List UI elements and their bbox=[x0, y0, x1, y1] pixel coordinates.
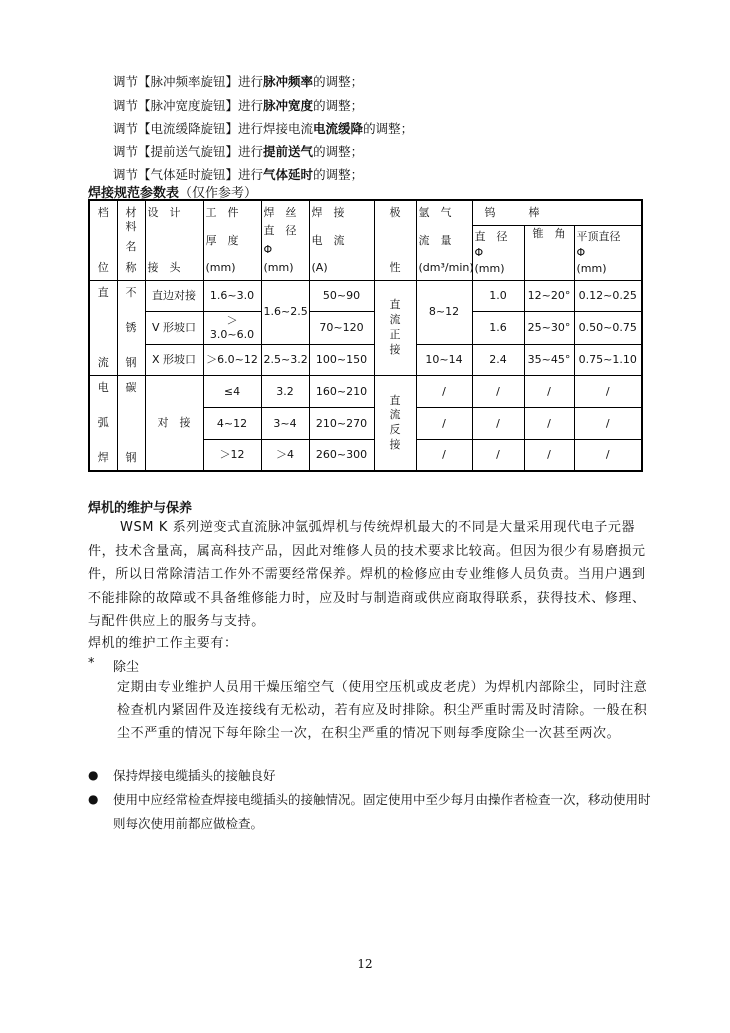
cell-tungsten-diameter: / bbox=[472, 376, 524, 408]
dust-text: 定期由专业维护人员用干燥压缩空气（使用空压机或皮老虎）为焊机内部除尘，同时注意检查机内紧固件及连接线有无松动，若有应及时排除。积尘严重时需及时清除。一般在积尘不严重的情况下每年除尘一次，在积尘严重的情况下则每季度除尘一次甚至两次。 bbox=[117, 680, 648, 741]
table-row bbox=[89, 280, 642, 312]
bullet-dot-icon: ● bbox=[88, 792, 99, 806]
table-row bbox=[89, 312, 642, 344]
cell-tungsten-diameter: / bbox=[472, 408, 524, 440]
header-tungsten: 钨 棒 bbox=[472, 200, 642, 225]
cell-tungsten-angle: 25~30° bbox=[524, 312, 574, 344]
cell-thickness: 1.6~3.0 bbox=[203, 280, 261, 312]
cell-current: 100~150 bbox=[309, 344, 374, 376]
cell-joint: X 形坡口 bbox=[145, 344, 203, 376]
cell-wire: 3.2 bbox=[261, 376, 309, 408]
cell-thickness: ≤4 bbox=[203, 376, 261, 408]
cell-current: 70~120 bbox=[309, 312, 374, 344]
adjust-line-pulse-width: 调节【脉冲宽度旋钮】进行脉冲宽度的调整； bbox=[113, 98, 364, 113]
cell-wire: ＞4 bbox=[261, 439, 309, 471]
cell-position-arc: 电 弧 焊 bbox=[89, 376, 117, 471]
header-tungsten-angle: 锥 角 bbox=[524, 225, 574, 280]
cell-tungsten-diameter: / bbox=[472, 439, 524, 471]
cell-current: 160~210 bbox=[309, 376, 374, 408]
cell-material-carbon: 碳 钢 bbox=[117, 376, 145, 471]
adjust-line-pulse-frequency: 调节【脉冲频率旋钮】进行脉冲频率的调整； bbox=[113, 74, 364, 89]
adjust-line-pre-flow: 调节【提前送气旋钮】进行提前送气的调整； bbox=[113, 144, 364, 159]
header-argon-flow: 氩 气 流 量 (dm³/min) bbox=[416, 200, 472, 280]
header-tungsten-diameter: 直 径 Φ (mm) bbox=[472, 225, 524, 280]
dust-title: 除尘 bbox=[113, 660, 140, 675]
cell-tungsten-flat: / bbox=[574, 376, 642, 408]
header-wire-diameter: 焊 丝 直 径 Φ (mm) bbox=[261, 200, 309, 280]
cell-polarity-straight: 直流正接 bbox=[374, 280, 416, 376]
cell-tungsten-flat: / bbox=[574, 408, 642, 440]
cell-tungsten-angle: / bbox=[524, 408, 574, 440]
cell-argon: / bbox=[416, 376, 472, 408]
header-current: 焊 接 电 流 (A) bbox=[309, 200, 374, 280]
adjust-line-current-slope: 调节【电流缓降旋钮】进行焊接电流电流缓降的调整； bbox=[113, 121, 414, 136]
table-title: 焊接规范参数表（仅作参考） bbox=[88, 186, 258, 201]
cell-argon: 8~12 bbox=[416, 280, 472, 344]
cell-tungsten-diameter: 2.4 bbox=[472, 344, 524, 376]
cell-tungsten-diameter: 1.0 bbox=[472, 280, 524, 312]
cell-tungsten-flat: 0.75~1.10 bbox=[574, 344, 642, 376]
welding-parameter-table bbox=[88, 199, 643, 472]
maintenance-title: 焊机的维护与保养 bbox=[88, 501, 193, 516]
cell-thickness: 4~12 bbox=[203, 408, 261, 440]
cell-joint: V 形坡口 bbox=[145, 312, 203, 344]
cell-tungsten-angle: / bbox=[524, 439, 574, 471]
cell-wire: 1.6~2.5 bbox=[261, 280, 309, 344]
table-row bbox=[89, 376, 642, 408]
cell-tungsten-flat: / bbox=[574, 439, 642, 471]
bullet-cable-contact: 保持焊接电缆插头的接触良好 bbox=[113, 768, 276, 783]
maintenance-list-label: 焊机的维护工作主要有： bbox=[88, 636, 238, 651]
cell-joint: 直边对接 bbox=[145, 280, 203, 312]
header-tungsten-flat: 平顶直径 Φ (mm) bbox=[574, 225, 642, 280]
dust-marker: * bbox=[88, 656, 95, 671]
cell-tungsten-angle: 35~45° bbox=[524, 344, 574, 376]
maintenance-intro: WSM K 系列逆变式直流脉冲氩弧焊机与传统焊机最大的不同是大量采用现代电子元器件，技术含量高，属高科技产品，因此对维修人员的技术要求比较高。但因为很少有易磨损元件，所以日常除清洁工作外不需要经常保养。焊机的检修应由专业维修人员负责。当用户遇到不能排除的故障或不具备维修能力时，应及时与制造商或供应商取得联系，获得技术、修理、与配件供应上的服务与支持。 bbox=[88, 520, 646, 629]
cell-current: 50~90 bbox=[309, 280, 374, 312]
header-material: 材 料 名 称 bbox=[117, 200, 145, 280]
header-joint: 设 计 接 头 bbox=[145, 200, 203, 280]
cell-joint-butt: 对 接 bbox=[145, 376, 203, 471]
cell-tungsten-flat: 0.12~0.25 bbox=[574, 280, 642, 312]
cell-thickness: ＞6.0~12 bbox=[203, 344, 261, 376]
header-position: 档 位 bbox=[89, 200, 117, 280]
cell-position-dc: 直 流 bbox=[89, 280, 117, 376]
cell-current: 210~270 bbox=[309, 408, 374, 440]
table-row bbox=[89, 344, 642, 376]
header-polarity: 极 性 bbox=[374, 200, 416, 280]
adjust-line-gas-delay: 调节【气体延时旋钮】进行气体延时的调整； bbox=[113, 167, 364, 182]
cell-tungsten-flat: 0.50~0.75 bbox=[574, 312, 642, 344]
cell-argon: / bbox=[416, 408, 472, 440]
cell-tungsten-angle: / bbox=[524, 376, 574, 408]
page-number: 12 bbox=[357, 957, 373, 971]
bullet-cable-inspection: 使用中应经常检查焊接电缆插头的接触情况。固定使用中至少每月由操作者检查一次，移动使用时则每次使用前都应做检查。 bbox=[113, 792, 651, 831]
cell-current: 260~300 bbox=[309, 439, 374, 471]
cell-polarity-reverse: 直流反接 bbox=[374, 376, 416, 471]
cell-wire: 2.5~3.2 bbox=[261, 344, 309, 376]
cell-thickness: ＞12 bbox=[203, 439, 261, 471]
bullet-dot-icon: ● bbox=[88, 768, 99, 782]
cell-argon: / bbox=[416, 439, 472, 471]
cell-wire: 3~4 bbox=[261, 408, 309, 440]
header-thickness: 工 件 厚 度 (mm) bbox=[203, 200, 261, 280]
cell-tungsten-angle: 12~20° bbox=[524, 280, 574, 312]
cell-material-stainless: 不 锈 钢 bbox=[117, 280, 145, 376]
cell-tungsten-diameter: 1.6 bbox=[472, 312, 524, 344]
cell-thickness: ＞3.0~6.0 bbox=[203, 312, 261, 344]
cell-argon: 10~14 bbox=[416, 344, 472, 376]
